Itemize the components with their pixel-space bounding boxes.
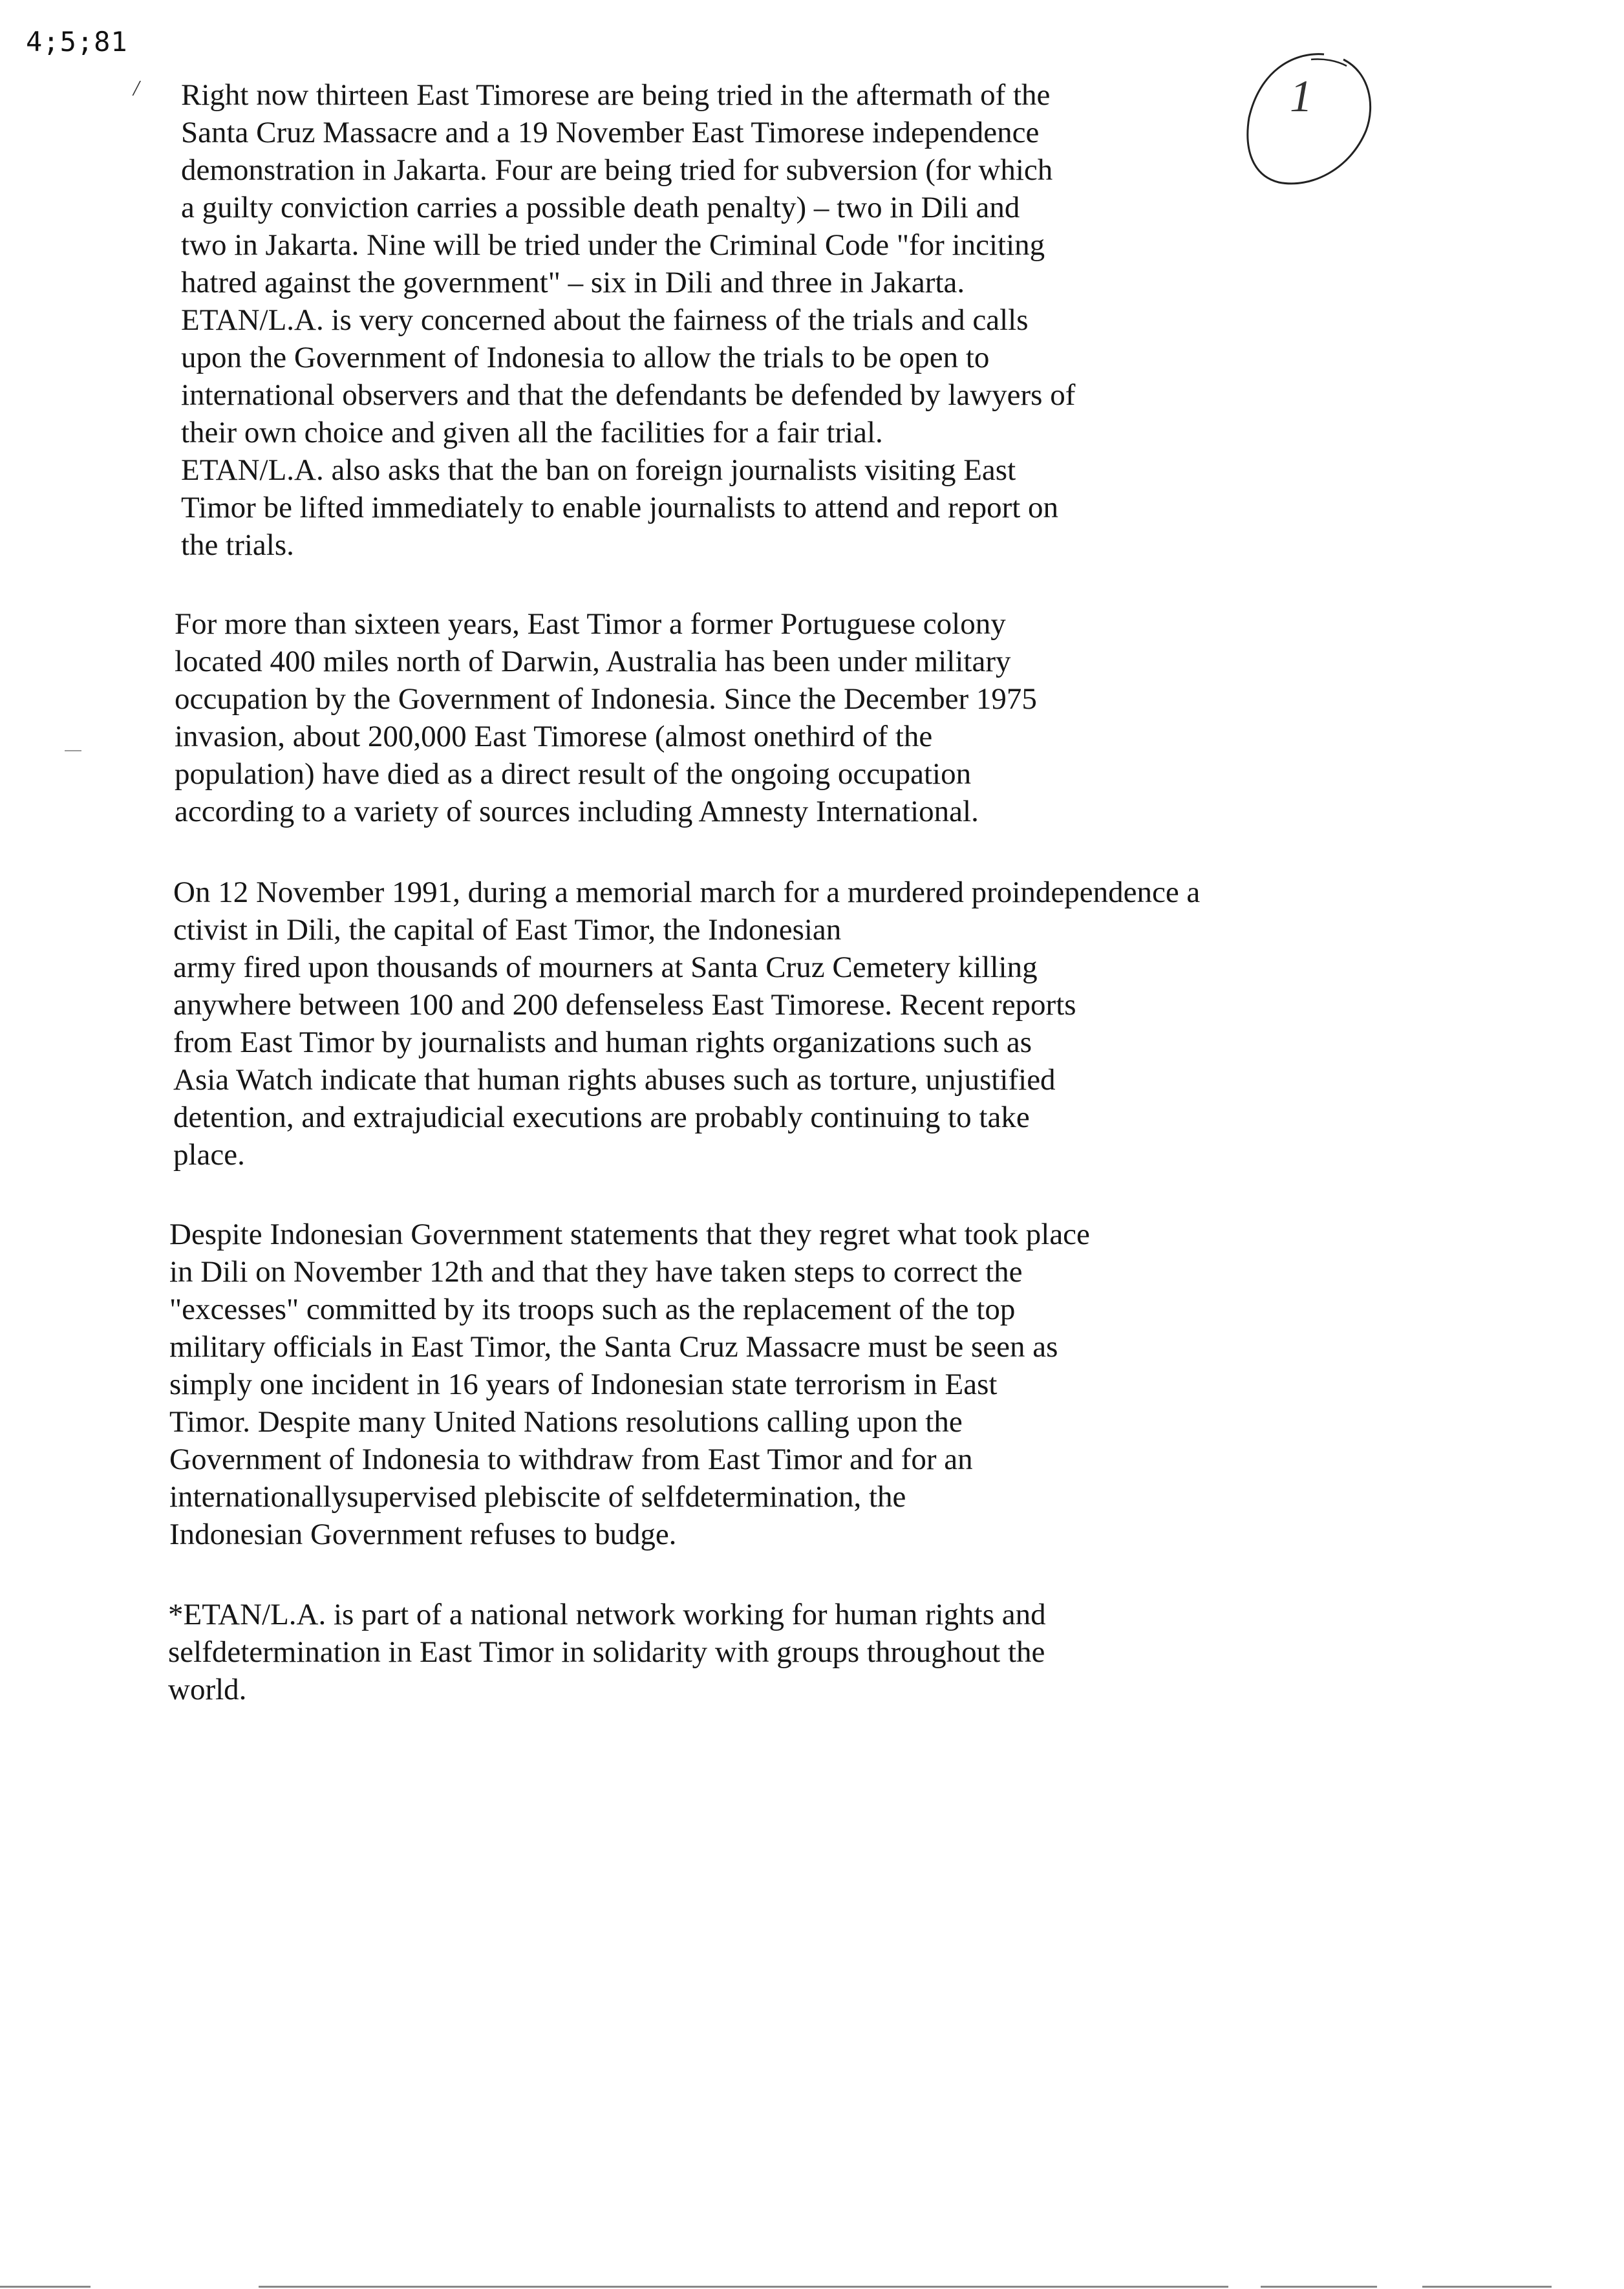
paragraph-etan-footnote: *ETAN/L.A. is part of a national network working for human rights and selfdetermination in East Timor in solidarity with groups throughout the world. [168,1598,1046,1706]
fax-stamp: 4;5;81 [26,26,128,58]
paragraph-government-statements: Despite Indonesian Government statements that they regret what took place in Dili on November 12th and that they have taken steps to correct the "excesses" committed by its troops such as the replacement of the top military officials in East Timor, the Santa Cruz Massacre must be seen as simply one incident in 16 years of Indonesian state terrorism in East Timor. Despite many United Nations resolutions calling upon the Government of Indonesia to withdraw from East Timor and for an internationallysupervised plebiscite of selfdetermination, the Indonesian Government refuses to budge. [169,1218,1090,1551]
margin-dash-mark [65,750,81,751]
scan-edge-line [0,2286,91,2288]
paragraph-trials: Right now thirteen East Timorese are being tried in the aftermath of the Santa Cruz Massacre and a 19 November East Timorese independence demonstration in Jakarta. Four are being tried for subversion (for which a guilty conviction carries a possible death penalty) – two in Dili and two in Jakarta. Nine will be tried under the Criminal Code "for inciting hatred against the government" – six in Dili and three in Jakarta. ETAN/L.A. is very concerned about the fairness of the trials and calls upon the Government of Indonesia to allow the trials to be open to international observers and that the defendants be defended by lawyers of their own choice and given all the facilities for a fair trial. ETAN/L.A. also asks that the ban on foreign journalists visiting East Timor be lifted immediately to enable journalists to attend and report on the trials. [181,78,1076,562]
scan-edge-line [1422,2286,1552,2288]
paragraph-massacre: On 12 November 1991, during a memorial march for a murdered proindependence a ctivist in Dili, the capital of East Timor, the Indonesian army fired upon thousands of mourners at Santa Cruz Cemetery killing anywhere between 100 and 200 defenseless East Timorese. Recent reports from East Timor by journalists and human rights organizations such as Asia Watch indicate that human rights abuses such as torture, unjustified detention, and extrajudicial executions are probably continuing to take place. [173,876,1201,1172]
margin-tick-mark: / [133,76,140,100]
paragraph-occupation: For more than sixteen years, East Timor a former Portuguese colony located 400 miles north of Darwin, Australia has been under military occupation by the Government of Indonesia. Since the December 1975 invasion, about 200,000 East Timorese (almost onethird of the population) have died as a direct result of the ongoing occupation according to a variety of sources including Amnesty International. [175,607,1037,828]
handwritten-page-number: 1 [1290,72,1312,122]
scan-edge-line [1261,2286,1377,2288]
scan-edge-line [259,2286,1228,2288]
